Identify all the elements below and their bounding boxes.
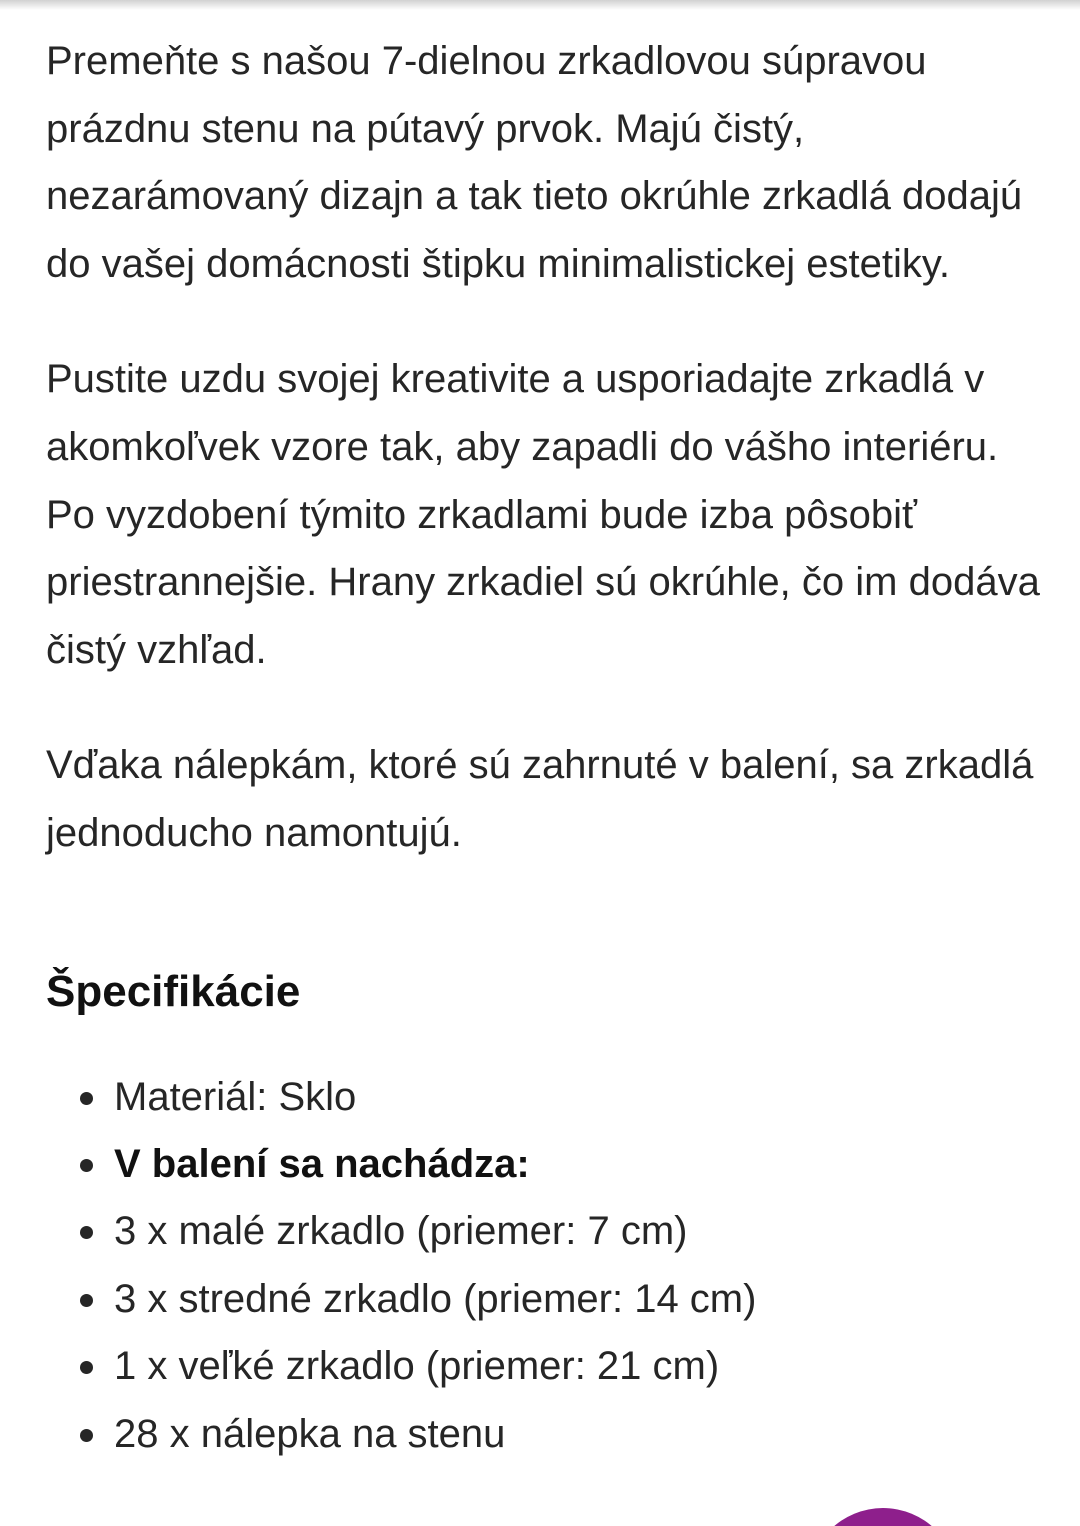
bullet-icon	[80, 1294, 93, 1307]
spec-item-medium-mirror	[46, 1266, 1046, 1333]
spec-item-text: Materiál: Sklo	[114, 1074, 357, 1119]
spec-item-large-mirror	[46, 1333, 1046, 1400]
spec-item-text: 3 x stredné zrkadlo (priemer: 14 cm)	[114, 1276, 757, 1321]
spec-item-small-mirror	[46, 1198, 1046, 1265]
spec-item-text: 1 x veľké zrkadlo (priemer: 21 cm)	[114, 1344, 720, 1389]
spec-item-wall-stickers	[46, 1401, 1046, 1468]
bullet-icon	[80, 1226, 93, 1239]
bullet-icon	[80, 1092, 93, 1105]
spec-item-text: 3 x malé zrkadlo (priemer: 7 cm)	[114, 1209, 688, 1254]
description-paragraph-3: Vďaka nálepkám, ktoré sú zahrnuté v balení, sa zrkadlá jednoducho namontujú.	[46, 743, 1034, 855]
bullet-icon	[80, 1159, 93, 1172]
floating-action-button[interactable]	[808, 1508, 958, 1526]
product-description	[46, 28, 1046, 1468]
top-bar-shadow	[0, 0, 1080, 10]
description-paragraph-1: Premeňte s našou 7-dielnou zrkadlovou súpravou prázdnu stenu na pútavý prvok. Majú čistý, nezarámovaný dizajn a tak tieto okrúhle zrkadlá dodajú do vašej domácnosti štipku minimalistickej estetiky.	[46, 39, 1023, 286]
bullet-icon	[80, 1361, 93, 1374]
spec-item-text: V balení sa nachádza:	[114, 1141, 530, 1186]
description-paragraph-2: Pustite uzdu svojej kreativite a usporiadajte zrkadlá v akomkoľvek vzore tak, aby zapadli do vášho interiéru. Po vyzdobení týmito zrkadlami bude izba pôsobiť priestrannejšie. Hrany zrkadiel sú okrúhle, čo im dodáva čistý vzhľad.	[46, 357, 1040, 672]
bullet-icon	[80, 1429, 93, 1442]
specifications-list	[46, 1064, 1046, 1468]
spec-item-text: 28 x nálepka na stenu	[114, 1411, 506, 1456]
spec-item-material	[46, 1064, 1046, 1131]
specifications-heading: Špecifikácie	[46, 966, 301, 1016]
spec-item-package-contents	[46, 1131, 1046, 1198]
